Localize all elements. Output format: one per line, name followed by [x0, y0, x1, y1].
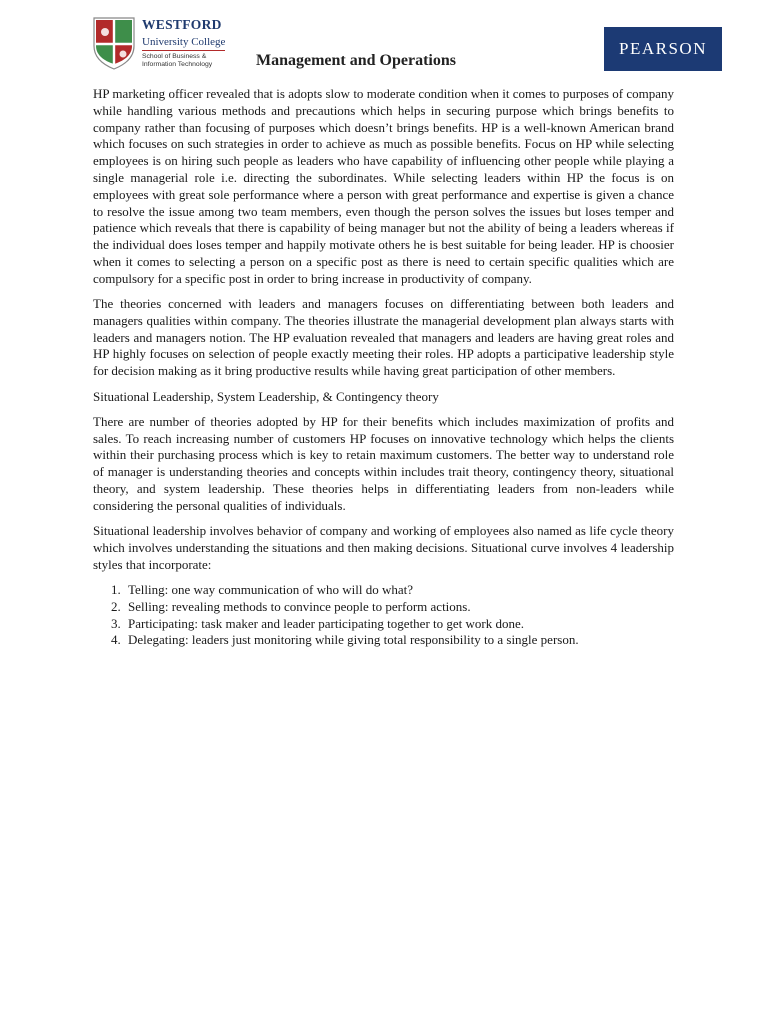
school-line-1: School of Business &: [142, 53, 207, 60]
leadership-styles-list: [93, 582, 674, 649]
section-heading: Situational Leadership, System Leadership, & Contingency theory: [93, 388, 439, 404]
paragraph-2: The theories concerned with leaders and managers focuses on differentiating between both leaders and managers qualities within company. The theories illustrate the managerial development plan always starts with leaders and managers notion. The HP evaluation revealed that managers and leaders are having great roles and HP highly focuses on selection of people exactly meeting their roles. HP adopts a participative leadership style for decision making as it bring productive results while having great participation of other members.: [93, 296, 674, 379]
page-header: [0, 0, 768, 80]
westford-shield-icon: [92, 16, 136, 70]
list-item: 3. Participating: task maker and leader participating together to get work done.: [124, 616, 674, 633]
list-item: 1. Telling: one way communication of who will do what?: [124, 582, 674, 599]
list-item: 2. Selling: revealing methods to convince people to perform actions.: [124, 599, 674, 616]
paragraph-1: HP marketing officer revealed that is adopts slow to moderate condition when it comes to purposes of company while handling various methods and precautions which helps in securing purpose which brings benefits to company rather than focusing of purposes which doesn’t brings benefits. HP is a well-known American brand which focuses on such strategies in order to achieve as much as possible benefits. Focus on HP while selecting employees is on hiring such people as leaders who have capability of influencing other people while playing a single managerial role i.e. directing the subordinates. While selecting leaders within HP the focus is on employees with great sole performance where a person with great performance and expertise is given a chance to resolve the issue among two team members, even though the person solves the issues but loses temper and patience which reveals that there is capability of being manager but not the ability of being a leaders whereas if the individual does loses temper and happily motivate others he is best suitable for being leader. HP is choosier when it comes to selecting a person on a specific post as there is need to certain specific qualities which are compulsory for a specific post in order to bring increase in productivity of company.: [93, 86, 674, 286]
westford-logo: [92, 16, 242, 70]
westford-college: University College: [142, 36, 225, 51]
document-body: [93, 86, 674, 649]
page-title: Management and Operations: [256, 52, 456, 69]
pearson-logo: PEARSON: [604, 27, 722, 71]
school-line-2: Information Technology: [142, 61, 213, 68]
westford-wordmark: [142, 18, 252, 69]
paragraph-4: Situational leadership involves behavior of company and working of employees also named as life cycle theory which involves understanding the situations and then making decisions. Situational curve involves 4 leadership styles that incorporate:: [93, 523, 674, 572]
westford-name: WESTFORD: [142, 17, 222, 32]
list-item: 4. Delegating: leaders just monitoring while giving total responsibility to a single person.: [124, 632, 674, 649]
paragraph-3: There are number of theories adopted by HP for their benefits which includes maximization of profits and sales. To reach increasing number of customers HP focuses on innovative technology which helps the clients within their purchasing process which is key to retain maximum customers. The better way to understand role of manager is understanding theories and concepts within includes trait theory, contingency theory, situational theory, and system leadership. These theories helps in differentiating leaders from non-leaders while considering the personal qualities of individuals.: [93, 413, 674, 513]
